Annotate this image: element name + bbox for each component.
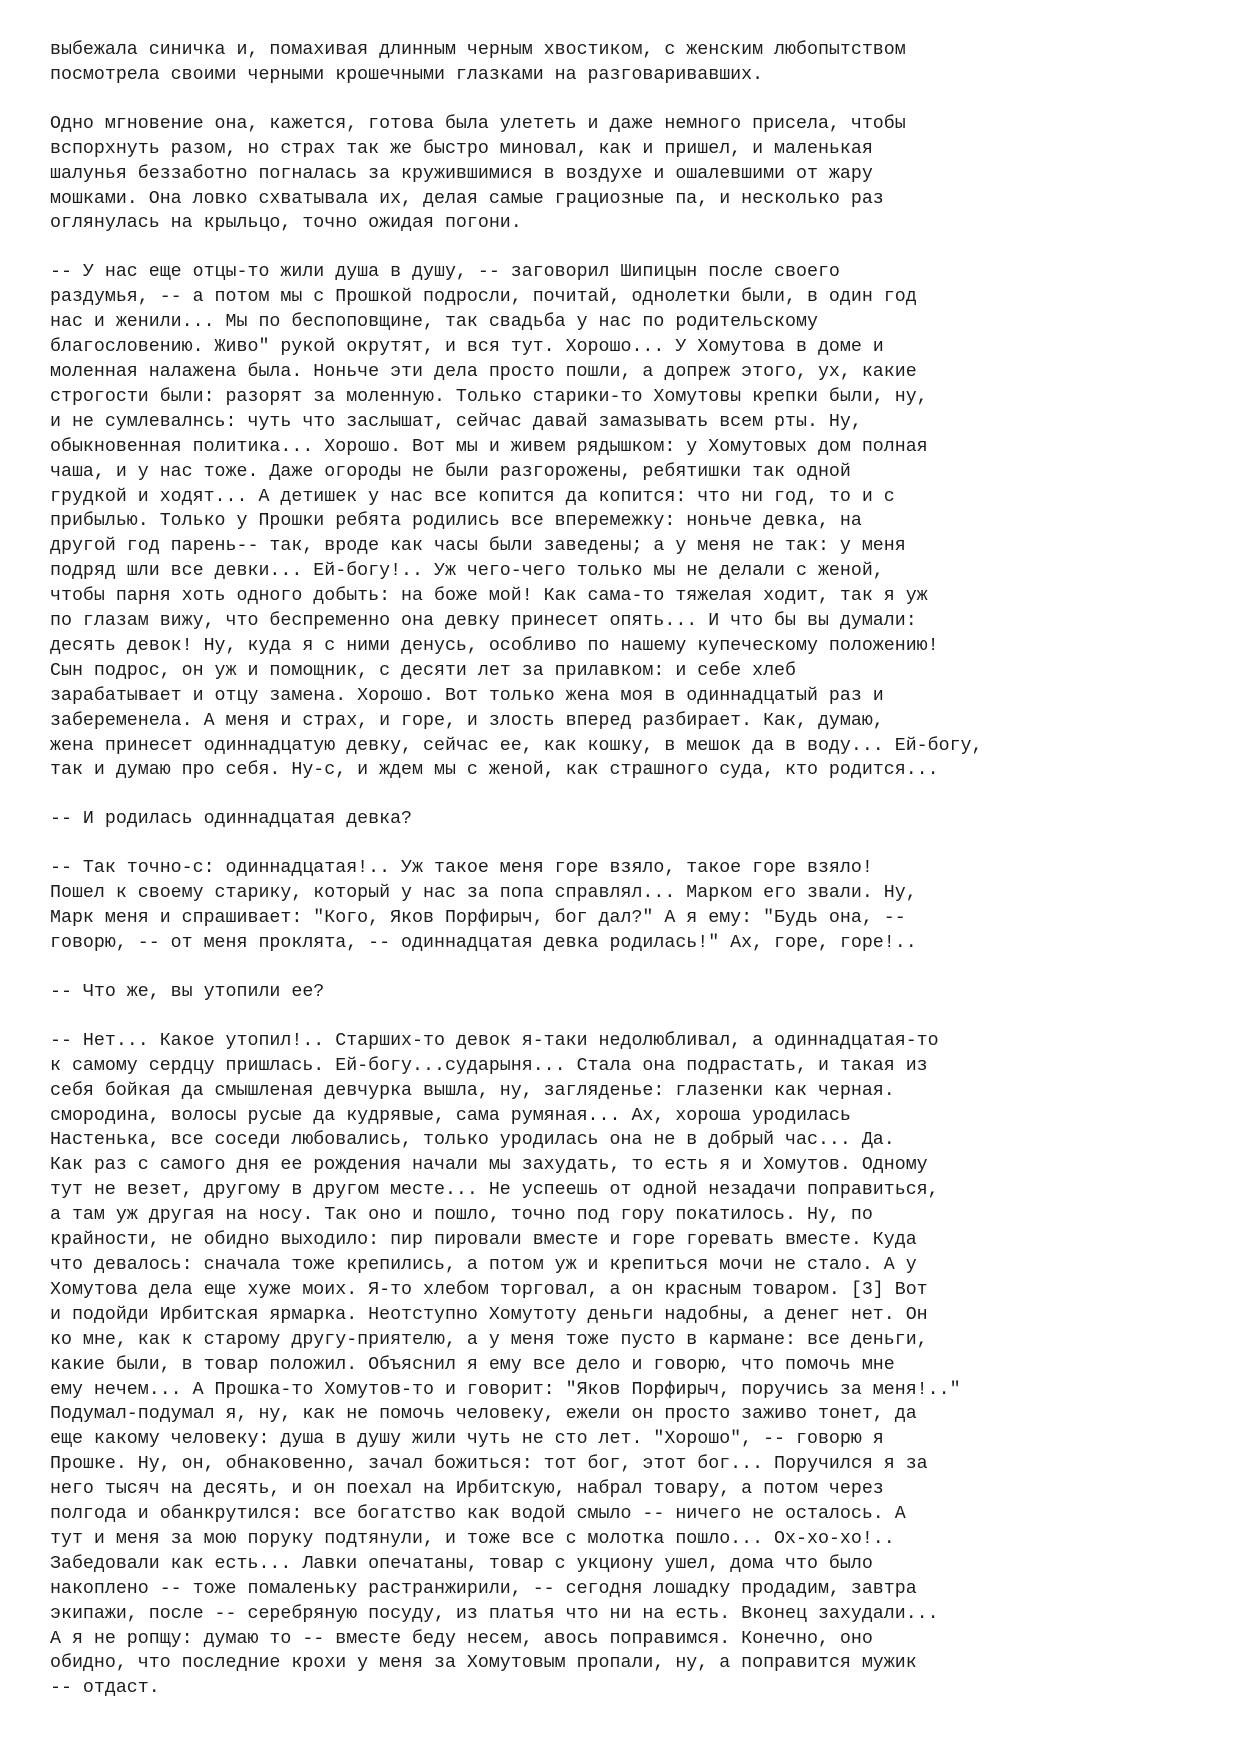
paragraph-question-drowned: -- Что же, вы утопили ее? bbox=[50, 981, 325, 1002]
paragraph-flight: Одно мгновение она, кажется, готова была улететь и даже немного присела, чтобы вспорхнуть разом, но страх так же быстро миновал, как и пришел, и маленькая шалунья беззаботно погналась за кружившимися в воздухе и ошалевшими от жару мошками. Она ловко схватывала их, делая самые грациозные па, и несколько раз оглянулась на крыльцо, точно ожидая погони. bbox=[50, 113, 906, 234]
paragraph-nastenka-story: -- Нет... Какое утопил!.. Старших-то девок я-таки недолюбливал, а одиннадцатая-то к самому сердцу пришлась. Ей-богу...сударыня... Стала она подрастать, и такая из себя бойкая да смышленая девчурка вышла, ну, загляденье: глазенки как черная. смородина, волосы русые да кудрявые, сама румяная... Ах, хороша уродилась Настенька, все соседи любовались, только уродилась она не в добрый час... Да. Как раз с самого дня ее рождения начали мы захудать, то есть я и Хомутов. Одному тут не везет, другому в другом месте... Не успеешь от одной незадачи поправиться, а там уж другая на носу. Так оно и пошло, точно под гору покатилось. Ну, по крайности, не обидно выходило: пир пировали вместе и горе горевать вместе. Куда что девалось: сначала тоже крепились, а потом уж и крепиться мочи не стало. А у Хомутова дела еще хуже моих. Я-то хлебом торговал, а он красным товаром. [3] Вот и подойди Ирбитская ярмарка. Неотступно Хомутоту деньги надобны, а денег нет. Он ко мне, как к старому другу-приятелю, а у меня тоже пусто в кармане: все деньги, какие были, в товар положил. Объяснил я ему все дело и говорю, что помочь мне ему нечем... А Прошка-то Хомутов-то и говорит: "Яков Порфирыч, поручись за меня!.." Подумал-подумал я, ну, как не помочь человеку, ежели он просто заживо тонет, да еще какому человеку: душа в душу жили чуть не сто лет. "Хорошо", -- говорю я Прошке. Ну, он, обнаковенно, зачал божиться: тот бог, этот бог... Поручился я за него тысяч на десять, и он поехал на Ирбитскую, набрал товару, а потом через полгода и обанкрутился: все богатство как водой смыло -- ничего не осталось. А тут и меня за мою поруку подтянули, и тоже все с молотка пошло... Ох-хо-хо!.. Забедовали как есть... Лавки опечатаны, товар с укциону ушел, дома что было накоплено -- тоже помаленьку растранжирили, -- сегодня лошадку продадим, завтра экипажи, после -- серебряную посуду, из платья что ни на есть. Вконец захудали... А я не ропщу: думаю то -- вместе беду несем, авось поправимся. Конечно, оно обидно, что последние крохи у меня за Хомутовым пропали, ну, а поправится мужик -- отдаст. bbox=[50, 1030, 961, 1699]
paragraph-titmouse: выбежала синичка и, помахивая длинным черным хвостиком, с женским любопытством посмотрела своими черными крошечными глазками на разговаривавших. bbox=[50, 40, 906, 85]
document-page bbox=[50, 38, 1200, 1725]
paragraph-answer-eleventh: -- Так точно-с: одиннадцатая!.. Уж такое меня горе взяло, такое горе взяло! Пошел к своему старику, который у нас за попа справлял... Марком его звали. Ну, Марк меня и спрашивает: "Кого, Яков Порфирыч, бог дал?" А я ему: "Будь она, -- говорю, -- от меня проклята, -- одиннадцатая девка родилась!" Ах, горе, горе!.. bbox=[50, 858, 917, 953]
paragraph-shipitsyn-story: -- У нас еще отцы-то жили душа в душу, -- заговорил Шипицын после своего раздумья, -- а потом мы с Прошкой подросли, почитай, однолетки были, в один год нас и женили... Мы по беспоповщине, так свадьба у нас по родительскому благословению. Живо" рукой окрутят, и вся тут. Хорошо... У Хомутова в доме и моленная налажена была. Ноньче эти дела просто пошли, а допреж этого, ух, какие строгости были: разорят за моленную. Только старики-то Хомутовы крепки были, ну, и не сумлевалнсь: чуть что заслышат, сейчас давай замазывать всем рты. Ну, обыкновенная политика... Хорошо. Вот мы и живем рядышком: у Хомутовых дом полная чаша, и у нас тоже. Даже огороды не были разгорожены, ребятишки так одной грудкой и ходят... А детишек у нас все копится да копится: что ни год, то и с прибылью. Только у Прошки ребята родились все вперемежку: ноньче девка, на другой год парень-- так, вроде как часы были заведены; а у меня не так: у меня подряд шли все девки... Ей-богу!.. Уж чего-чего только мы не делали с женой, чтобы парня хоть одного добыть: на боже мой! Как сама-то тяжелая ходит, так я уж по глазам вижу, что беспременно она девку принесет опять... И что бы вы думали: десять девок! Ну, куда я с ними денусь, особливо по нашему купеческому положению! Сын подрос, он уж и помощник, с десяти лет за прилавком: и себе хлеб зарабатывает и отцу замена. Хорошо. Вот только жена моя в одиннадцатый раз и забеременела. А меня и страх, и горе, и злость вперед разбирает. Как, думаю, жена принесет одиннадцатую девку, сейчас ее, как кошку, в мешок да в воду... Ей-богу, так и думаю про себя. Ну-с, и ждем мы с женой, как страшного суда, кто родится... bbox=[50, 262, 983, 781]
paragraph-question-eleventh: -- И родилась одиннадцатая девка? bbox=[50, 809, 413, 830]
